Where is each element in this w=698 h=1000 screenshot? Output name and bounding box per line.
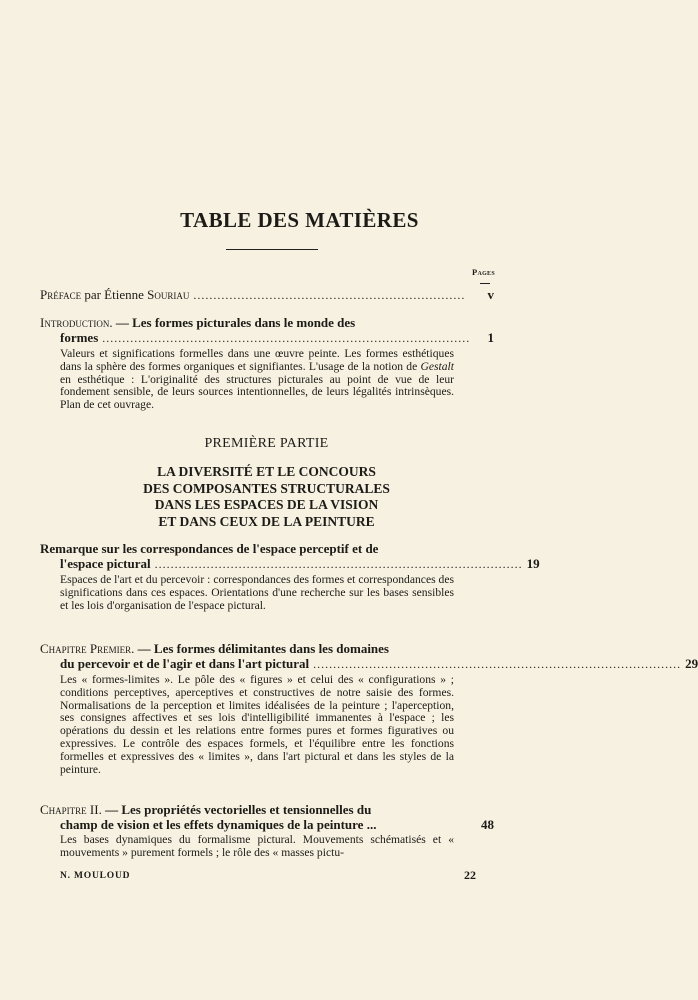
preface-label: Préface — [40, 287, 82, 302]
part-title-line: ET DANS CEUX DE LA PEINTURE — [158, 513, 375, 529]
toc-entry-chapter-2 — [40, 802, 494, 860]
page-number: 19 — [526, 556, 540, 571]
part-title-line: LA DIVERSITÉ ET LE CONCOURS — [157, 464, 376, 479]
toc-entry-chapter-1 — [40, 641, 698, 776]
summary-italic-term: Gestalt — [420, 359, 454, 373]
remarque-title-line1: Remarque sur les correspondances de l'espace perceptif et de — [40, 541, 379, 556]
chapter2-summary: Les bases dynamiques du formalisme pictural. Mouvements schématisés et « mouvements » purement formels ; le rôle des « masses pictu- — [60, 833, 454, 859]
page-number: 48 — [481, 817, 494, 832]
page-number: v — [487, 287, 494, 302]
introduction-summary — [40, 348, 494, 412]
preface-author: Souriau — [147, 287, 190, 302]
title-divider — [226, 249, 318, 250]
part-title-line: DANS LES ESPACES DE LA VISION — [154, 497, 379, 512]
chapter1-title-line1: — Les formes délimitantes dans les domaines — [137, 641, 389, 656]
pages-header-rule — [480, 283, 490, 284]
chapter1-summary: Les « formes-limites ». Le pôle des « figures » et celui des « configurations » ; conditions perceptives, aperceptives et constructives de notre saisie des formes. Normalisations de la perception et limites idéalisées de la peinture ; l'aperception, ses consignes affectives et ses lois d'intelligibilité immanentes à l'espace ; les opérations du dessin et les relations entre formes pures et formes figuratives ou expressives. Le contrôle des espaces formels, et l'équilibre entre les fonctions formelles et expressives des « limites », dans l'art pictural et dans les styles de la peinture. — [60, 673, 454, 776]
chapter2-label: Chapitre II. — [40, 802, 102, 817]
summary-text: Valeurs et significations formelles dans une œuvre peinte. Les formes esthétiques dans la sphère des formes organiques et signifiantes. L'usage de la notion de — [60, 347, 454, 373]
chapter1-label: Chapitre Premier. — [40, 641, 135, 656]
leader-dots: .................................................................... — [193, 288, 466, 302]
leader-dots: ............................................................................................ — [154, 557, 523, 571]
leader-dots: ............................................................................................ — [313, 657, 682, 671]
page-number: 29 — [685, 656, 698, 671]
part-title — [0, 464, 533, 530]
summary-text: en esthétique : L'originalité des structures picturales au point de vue de leur fondement sensible, de leurs sources intentionnelles, de leurs légalités intrinsèques. Plan de cet ouvrage. — [60, 372, 454, 412]
remarque-summary: Espaces de l'art et du percevoir : correspondances des formes et correspondances des significations dans ces espaces. Orientations d'une recherche sur les bases sensibles et les lois d'organisation de l'espace pictural. — [60, 573, 454, 612]
sheet-number: 22 — [464, 868, 476, 882]
chapter2-title-line1: — Les propriétés vectorielles et tensionnelles du — [105, 802, 372, 817]
preface-by: par Étienne — [84, 287, 144, 302]
page-title: TABLE DES MATIÈRES — [180, 208, 419, 232]
introduction-title-line1: — Les formes picturales dans le monde des — [115, 315, 356, 330]
part-title-line: DES COMPOSANTES STRUCTURALES — [143, 480, 390, 496]
page-number: 1 — [487, 330, 494, 345]
chapter1-title-line2: du percevoir et de l'agir et dans l'art pictural — [60, 656, 310, 671]
pages-column-header: Pages — [471, 267, 495, 277]
toc-entry-remarque — [40, 541, 540, 612]
introduction-label: Introduction. — [40, 315, 113, 330]
leader-dots: ............................................................................................ — [102, 331, 471, 345]
part-label: PREMIÈRE PARTIE — [204, 436, 329, 451]
chapter2-title-line2: champ de vision et les effets dynamiques de la peinture ... — [60, 817, 377, 832]
printer-signature: N. MOULOUD — [60, 871, 131, 881]
toc-entry-preface — [40, 287, 494, 303]
introduction-title-line2: formes — [60, 330, 99, 345]
toc-entry-introduction — [40, 315, 494, 412]
remarque-title-line2: l'espace pictural — [60, 556, 151, 571]
